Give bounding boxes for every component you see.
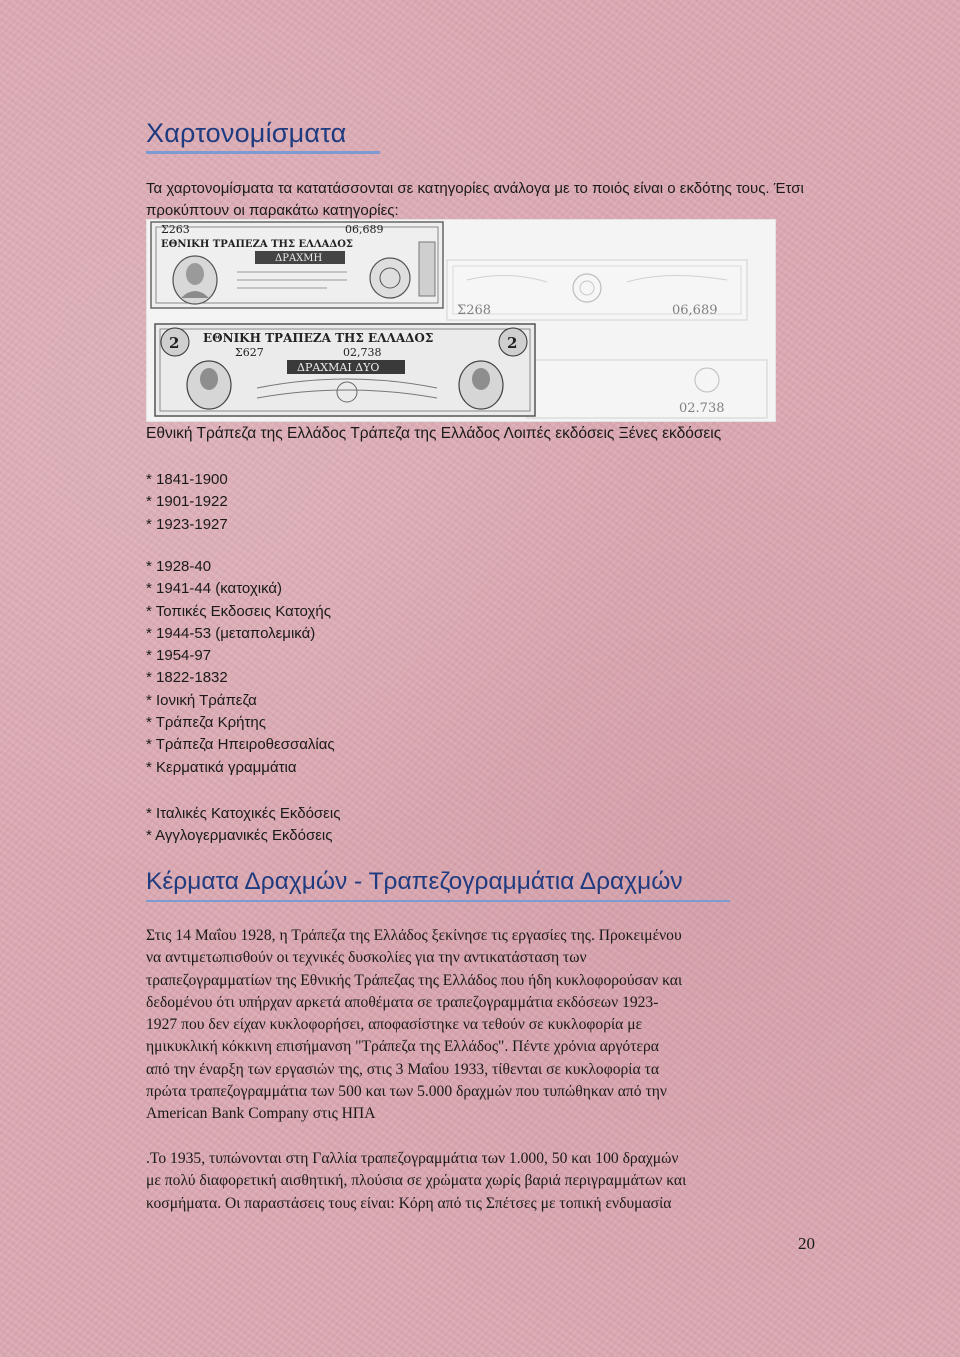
bottom-note-back — [527, 360, 767, 418]
list-item: * 1944-53 (μεταπολεμικά) — [146, 624, 316, 642]
text-line: να αντιμετωπισθούν οι τεχνικές δυσκολίες για την αντικατάσταση των — [146, 949, 587, 967]
top-note-front — [151, 222, 443, 308]
list-item: * Κερματικά γραμμάτια — [146, 758, 297, 776]
text-line: με πολύ διαφορετική αισθητική, πλούσια σε χρώματα χωρίς βαριά περιγραμμάτων και — [146, 1172, 687, 1190]
list-group-3 — [146, 803, 340, 848]
top-back-serial-right: 06,689 — [672, 303, 718, 318]
paragraph-1 — [146, 925, 818, 1126]
bottom-serial-left: Σ627 — [235, 346, 264, 359]
top-note-back — [447, 260, 747, 320]
list-item: * 1954-97 — [146, 647, 212, 665]
list-item: * 1841-1900 — [146, 471, 228, 488]
bottom-note-front — [155, 324, 535, 416]
section-heading-underline — [146, 900, 730, 902]
text-line: ημικυκλική κόκκινη επισήμανση "Τράπεζα της Ελλάδος". Πέντε χρόνια αργότερα — [146, 1038, 659, 1056]
text-line: πρώτα τραπεζογραμμάτια των 500 και των 5.000 δραχμών που τυπώθηκαν από την — [146, 1083, 667, 1101]
title-underline — [146, 151, 380, 154]
top-back-serial-left: Σ268 — [457, 303, 492, 318]
text-line: κοσμήματα. Οι παραστάσεις τους είναι: Κόρη από τις Σπέτσες με τοπική ενδυμασία — [146, 1194, 672, 1212]
list-group-2 — [146, 556, 335, 779]
list-item: * Ιταλικές Κατοχικές Εκδόσεις — [146, 805, 341, 822]
list-item: * 1941-44 (κατοχικά) — [146, 580, 283, 598]
banknotes-image — [146, 219, 776, 422]
text-line: δεδομένου ότι υπήρχαν αρκετά αποθέματα σε τραπεζογραμμάτια εκδόσεων 1923- — [146, 993, 659, 1011]
text-line: τραπεζογραμματίων της Εθνικής Τράπεζας της Ελλάδος που ήδη κυκλοφορούσαν και — [146, 971, 683, 989]
text-line: Στις 14 Μαΐου 1928, η Τράπεζα της Ελλάδος ξεκίνησε τις εργασίες της. Προκειμένου — [146, 927, 682, 944]
categories-line: Εθνική Τράπεζα της Ελλάδος Τράπεζα της Ελλάδος Λοιπές εκδόσεις Ξένες εκδόσεις — [146, 425, 722, 442]
top-bank-name: ΕΘΝΙΚΗ ΤΡΑΠΕΖΑ ΤΗΣ ΕΛΛΑΔΟΣ — [161, 239, 353, 250]
bottom-denomination-right: 2 — [507, 334, 518, 352]
page-title: Χαρτονομίσματα — [146, 118, 347, 148]
list-item: * Τράπεζα Ηπειροθεσσαλίας — [146, 736, 335, 754]
bottom-bank-name: ΕΘΝΙΚΗ ΤΡΑΠΕΖΑ ΤΗΣ ΕΛΛΑΔΟΣ — [203, 331, 434, 345]
top-denomination-banner: ΔΡΑΧΜΗ — [275, 253, 323, 264]
list-item: * 1822-1832 — [146, 669, 228, 687]
list-item: * Αγγλογερμανικές Εκδόσεις — [146, 827, 333, 845]
list-item: * Τοπικές Εκδοσεις Κατοχής — [146, 602, 331, 620]
top-serial-right: 06,689 — [345, 223, 384, 236]
text-line: .Το 1935, τυπώνονται στη Γαλλία τραπεζογραμμάτια των 1.000, 50 και 100 δραχμών — [146, 1150, 679, 1167]
list-item: * 1901-1922 — [146, 493, 228, 511]
bottom-denomination-left: 2 — [169, 334, 180, 352]
list-group-1 — [146, 469, 228, 536]
intro-paragraph: Τα χαρτονομίσματα τα κατατάσσονται σε κατηγορίες ανάλογα με το ποιός είναι ο εκδότης τους. Έτσι προκύπτουν οι παρακάτω κατηγορίες: — [146, 180, 804, 219]
list-item: * 1928-40 — [146, 558, 212, 575]
list-item: * Τράπεζα Κρήτης — [146, 714, 266, 732]
paragraph-2 — [146, 1148, 818, 1215]
bottom-serial-right: 02,738 — [343, 346, 382, 359]
list-item: * 1923-1927 — [146, 515, 228, 533]
text-line: American Bank Company στις ΗΠΑ — [146, 1105, 376, 1123]
bottom-back-serial: 02.738 — [679, 401, 725, 416]
text-line: από την έναρξη των εργασιών της, στις 3 Μαΐου 1933, τίθενται σε κυκλοφορία τα — [146, 1060, 659, 1078]
text-line: 1927 που δεν είχαν κυκλοφορήσει, αποφασίστηκε να τεθούν σε κυκλοφορία με — [146, 1016, 643, 1034]
top-serial-left: Σ263 — [161, 223, 190, 236]
list-item: * Ιονική Τράπεζα — [146, 691, 257, 709]
bottom-denomination-banner: ΔΡΑΧΜΑΙ ΔΥΟ — [297, 361, 380, 374]
section-heading: Κέρματα Δραχμών - Τραπεζογραμμάτια Δραχμών — [146, 868, 683, 895]
page-number: 20 — [798, 1234, 815, 1253]
